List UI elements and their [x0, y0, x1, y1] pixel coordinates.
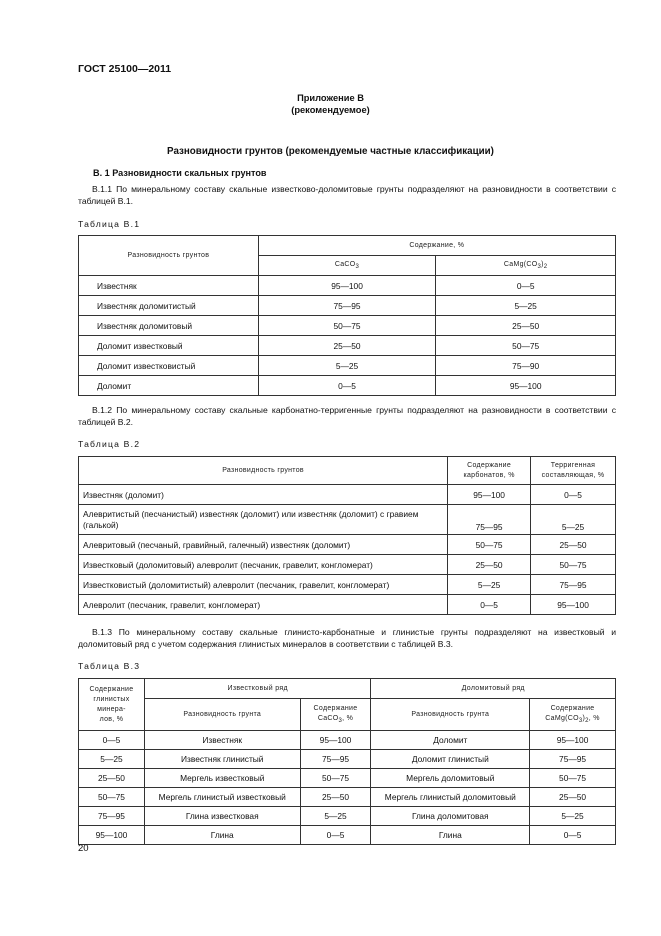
- table-b2-kind: Алевритовый (песчаный, гравийный, галечный) известняк (доломит): [79, 535, 448, 555]
- table-b2-carbonates: 75—95: [448, 505, 531, 535]
- table-b3-camg: 75—95: [530, 750, 616, 769]
- table-b3-camg: 5—25: [530, 807, 616, 826]
- table-b3-lime-kind: Известняк: [144, 731, 300, 750]
- table-b3-camg: 0—5: [530, 826, 616, 845]
- table-b1-caco3: 25—50: [258, 336, 436, 356]
- table-b2-carbonates: 0—5: [448, 595, 531, 615]
- table-row: [79, 807, 616, 826]
- table-b3-lime-kind: Известняк глинистый: [144, 750, 300, 769]
- table-b3-dolo-kind: Доломит глинистый: [371, 750, 530, 769]
- table-b1-camg: 5—25: [436, 296, 616, 316]
- table-row: [79, 356, 616, 376]
- table-b3-caption: Таблица В.3: [78, 661, 141, 671]
- table-b3-camg: 50—75: [530, 769, 616, 788]
- table-b1-kind: Доломит: [79, 376, 259, 396]
- table-b2-terrigenous: 95—100: [531, 595, 616, 615]
- table-b3-caco3: 75—95: [300, 750, 371, 769]
- table-b2-kind: Известняк (доломит): [79, 485, 448, 505]
- table-b3-head-kind-dolo: Разновидность грунта: [371, 699, 530, 731]
- table-b2-terrigenous: 50—75: [531, 555, 616, 575]
- table-b3-clay: 75—95: [79, 807, 145, 826]
- table-b3-head-lime-row: Известковый ряд: [144, 679, 371, 699]
- table-b1-caption: Таблица В.1: [78, 219, 141, 229]
- table-b2-head-terrigenous: Терригенная составляющая, %: [531, 457, 616, 485]
- table-row: [79, 750, 616, 769]
- table-b3-caco3: 5—25: [300, 807, 371, 826]
- table-row: [79, 731, 616, 750]
- table-b2-kind: Известковистый (доломитистый) алевролит (песчаник, гравелит, конгломерат): [79, 575, 448, 595]
- table-b3-dolo-kind: Доломит: [371, 731, 530, 750]
- paragraph-b11-text: В.1.1 По минеральному составу скальные известково-доломитовые грунты подразделяют на разновидности в соответствии с таблицей В.1.: [78, 184, 616, 206]
- paragraph-b13: [78, 626, 616, 650]
- document-code: ГОСТ 25100—2011: [78, 63, 172, 75]
- table-row: [79, 595, 616, 615]
- table-b3-caco3: 0—5: [300, 826, 371, 845]
- table-b3-clay: 50—75: [79, 788, 145, 807]
- table-b2-carbonates: 5—25: [448, 575, 531, 595]
- table-b1-kind: Доломит известковый: [79, 336, 259, 356]
- table-b1-caco3: 50—75: [258, 316, 436, 336]
- table-b2-terrigenous: 75—95: [531, 575, 616, 595]
- table-b3-clay: 0—5: [79, 731, 145, 750]
- table-b2-terrigenous: 0—5: [531, 485, 616, 505]
- paragraph-b13-text: В.1.3 По минеральному составу скальные глинисто-карбонатные и глинистые грунты подразделяют на известковый и доломитовый ряд с учетом содержания глинистых минералов в соответствии с таблицей В.3.: [78, 627, 616, 649]
- table-b3-caco3: 95—100: [300, 731, 371, 750]
- table-b2-terrigenous: 25—50: [531, 535, 616, 555]
- annex-heading: [0, 92, 661, 116]
- table-b1-caco3: 5—25: [258, 356, 436, 376]
- table-b3-lime-kind: Мергель известковый: [144, 769, 300, 788]
- main-title: Разновидности грунтов (рекомендуемые частные классификации): [167, 146, 494, 157]
- annex-subtitle: (рекомендуемое): [291, 105, 370, 115]
- table-b2-head-kind: Разновидность грунтов: [79, 457, 448, 485]
- paragraph-b11: [78, 183, 616, 207]
- table-b3-camg: 95—100: [530, 731, 616, 750]
- table-b1-caco3: 95—100: [258, 276, 436, 296]
- annex-title: Приложение В: [297, 93, 364, 103]
- table-b3-caco3: 50—75: [300, 769, 371, 788]
- table-b1-camg: 25—50: [436, 316, 616, 336]
- table-b2: [78, 456, 616, 615]
- table-row: [79, 826, 616, 845]
- table-row: [79, 276, 616, 296]
- table-b1-head-kind: Разновидность грунтов: [79, 236, 259, 276]
- table-b3-caco3: 25—50: [300, 788, 371, 807]
- table-b1-head-camg: $CaMg(CO_3)_2$: [436, 256, 616, 276]
- table-b1-kind: Известняк доломитовый: [79, 316, 259, 336]
- table-b3: [78, 678, 616, 845]
- table-row: [79, 336, 616, 356]
- table-row: [79, 575, 616, 595]
- table-b2-carbonates: 95—100: [448, 485, 531, 505]
- table-b3-head-camg: Содержание $CaMg(CO_3)_2$, %: [530, 699, 616, 731]
- table-b2-terrigenous: 5—25: [531, 505, 616, 535]
- table-row: [79, 769, 616, 788]
- table-b3-dolo-kind: Глина доломитовая: [371, 807, 530, 826]
- table-b2-carbonates: 25—50: [448, 555, 531, 575]
- table-b1-camg: 95—100: [436, 376, 616, 396]
- table-b1-kind: Доломит известковистый: [79, 356, 259, 376]
- table-b3-clay: 95—100: [79, 826, 145, 845]
- table-b1-camg: 50—75: [436, 336, 616, 356]
- table-b1-kind: Известняк: [79, 276, 259, 296]
- table-b2-kind: Алевролит (песчаник, гравелит, конгломерат): [79, 595, 448, 615]
- section-b1-title: В. 1 Разновидности скальных грунтов: [93, 168, 267, 178]
- table-row: [79, 505, 616, 535]
- table-b2-caption: Таблица В.2: [78, 439, 141, 449]
- table-b3-clay: 5—25: [79, 750, 145, 769]
- table-b3-head-caco3: Содержание CaCO$_3$, %: [300, 699, 371, 731]
- table-b1-caco3: 0—5: [258, 376, 436, 396]
- table-b3-dolo-kind: Мергель глинистый доломитовый: [371, 788, 530, 807]
- table-b1-head-content: Содержание, %: [258, 236, 615, 256]
- table-b1-kind: Известняк доломитистый: [79, 296, 259, 316]
- table-b1-head-caco3: CaCO$_3$: [258, 256, 436, 276]
- table-b3-dolo-kind: Глина: [371, 826, 530, 845]
- page-number: 20: [78, 843, 89, 854]
- table-row: [79, 296, 616, 316]
- table-b3-camg: 25—50: [530, 788, 616, 807]
- table-b3-lime-kind: Мергель глинистый известковый: [144, 788, 300, 807]
- table-row: [79, 376, 616, 396]
- paragraph-b12: [78, 404, 616, 428]
- table-b1: [78, 235, 616, 396]
- paragraph-b12-text: В.1.2 По минеральному составу скальные карбонатно-терригенные грунты подразделяют на разновидности в соответствии с таблицей В.2.: [78, 405, 616, 427]
- table-b1-camg: 0—5: [436, 276, 616, 296]
- table-b2-head-carbonates: Содержание карбонатов, %: [448, 457, 531, 485]
- table-row: [79, 316, 616, 336]
- table-row: [79, 788, 616, 807]
- table-b2-kind: Алевритистый (песчанистый) известняк (доломит) или известняк (доломит) с гравием (галькой): [79, 505, 448, 535]
- table-b3-lime-kind: Глина: [144, 826, 300, 845]
- table-b2-carbonates: 50—75: [448, 535, 531, 555]
- table-b3-head-kind-lime: Разновидность грунта: [144, 699, 300, 731]
- table-b1-caco3: 75—95: [258, 296, 436, 316]
- table-b3-dolo-kind: Мергель доломитовый: [371, 769, 530, 788]
- table-row: [79, 485, 616, 505]
- table-b2-kind: Известковый (доломитовый) алевролит (песчаник, гравелит, конгломерат): [79, 555, 448, 575]
- table-b3-lime-kind: Глина известковая: [144, 807, 300, 826]
- table-row: [79, 555, 616, 575]
- table-b3-head-clay: Содержание глинистых минера- лов, %: [79, 679, 145, 731]
- table-row: [79, 535, 616, 555]
- table-b3-clay: 25—50: [79, 769, 145, 788]
- table-b1-camg: 75—90: [436, 356, 616, 376]
- table-b3-head-dolo-row: Доломитовый ряд: [371, 679, 616, 699]
